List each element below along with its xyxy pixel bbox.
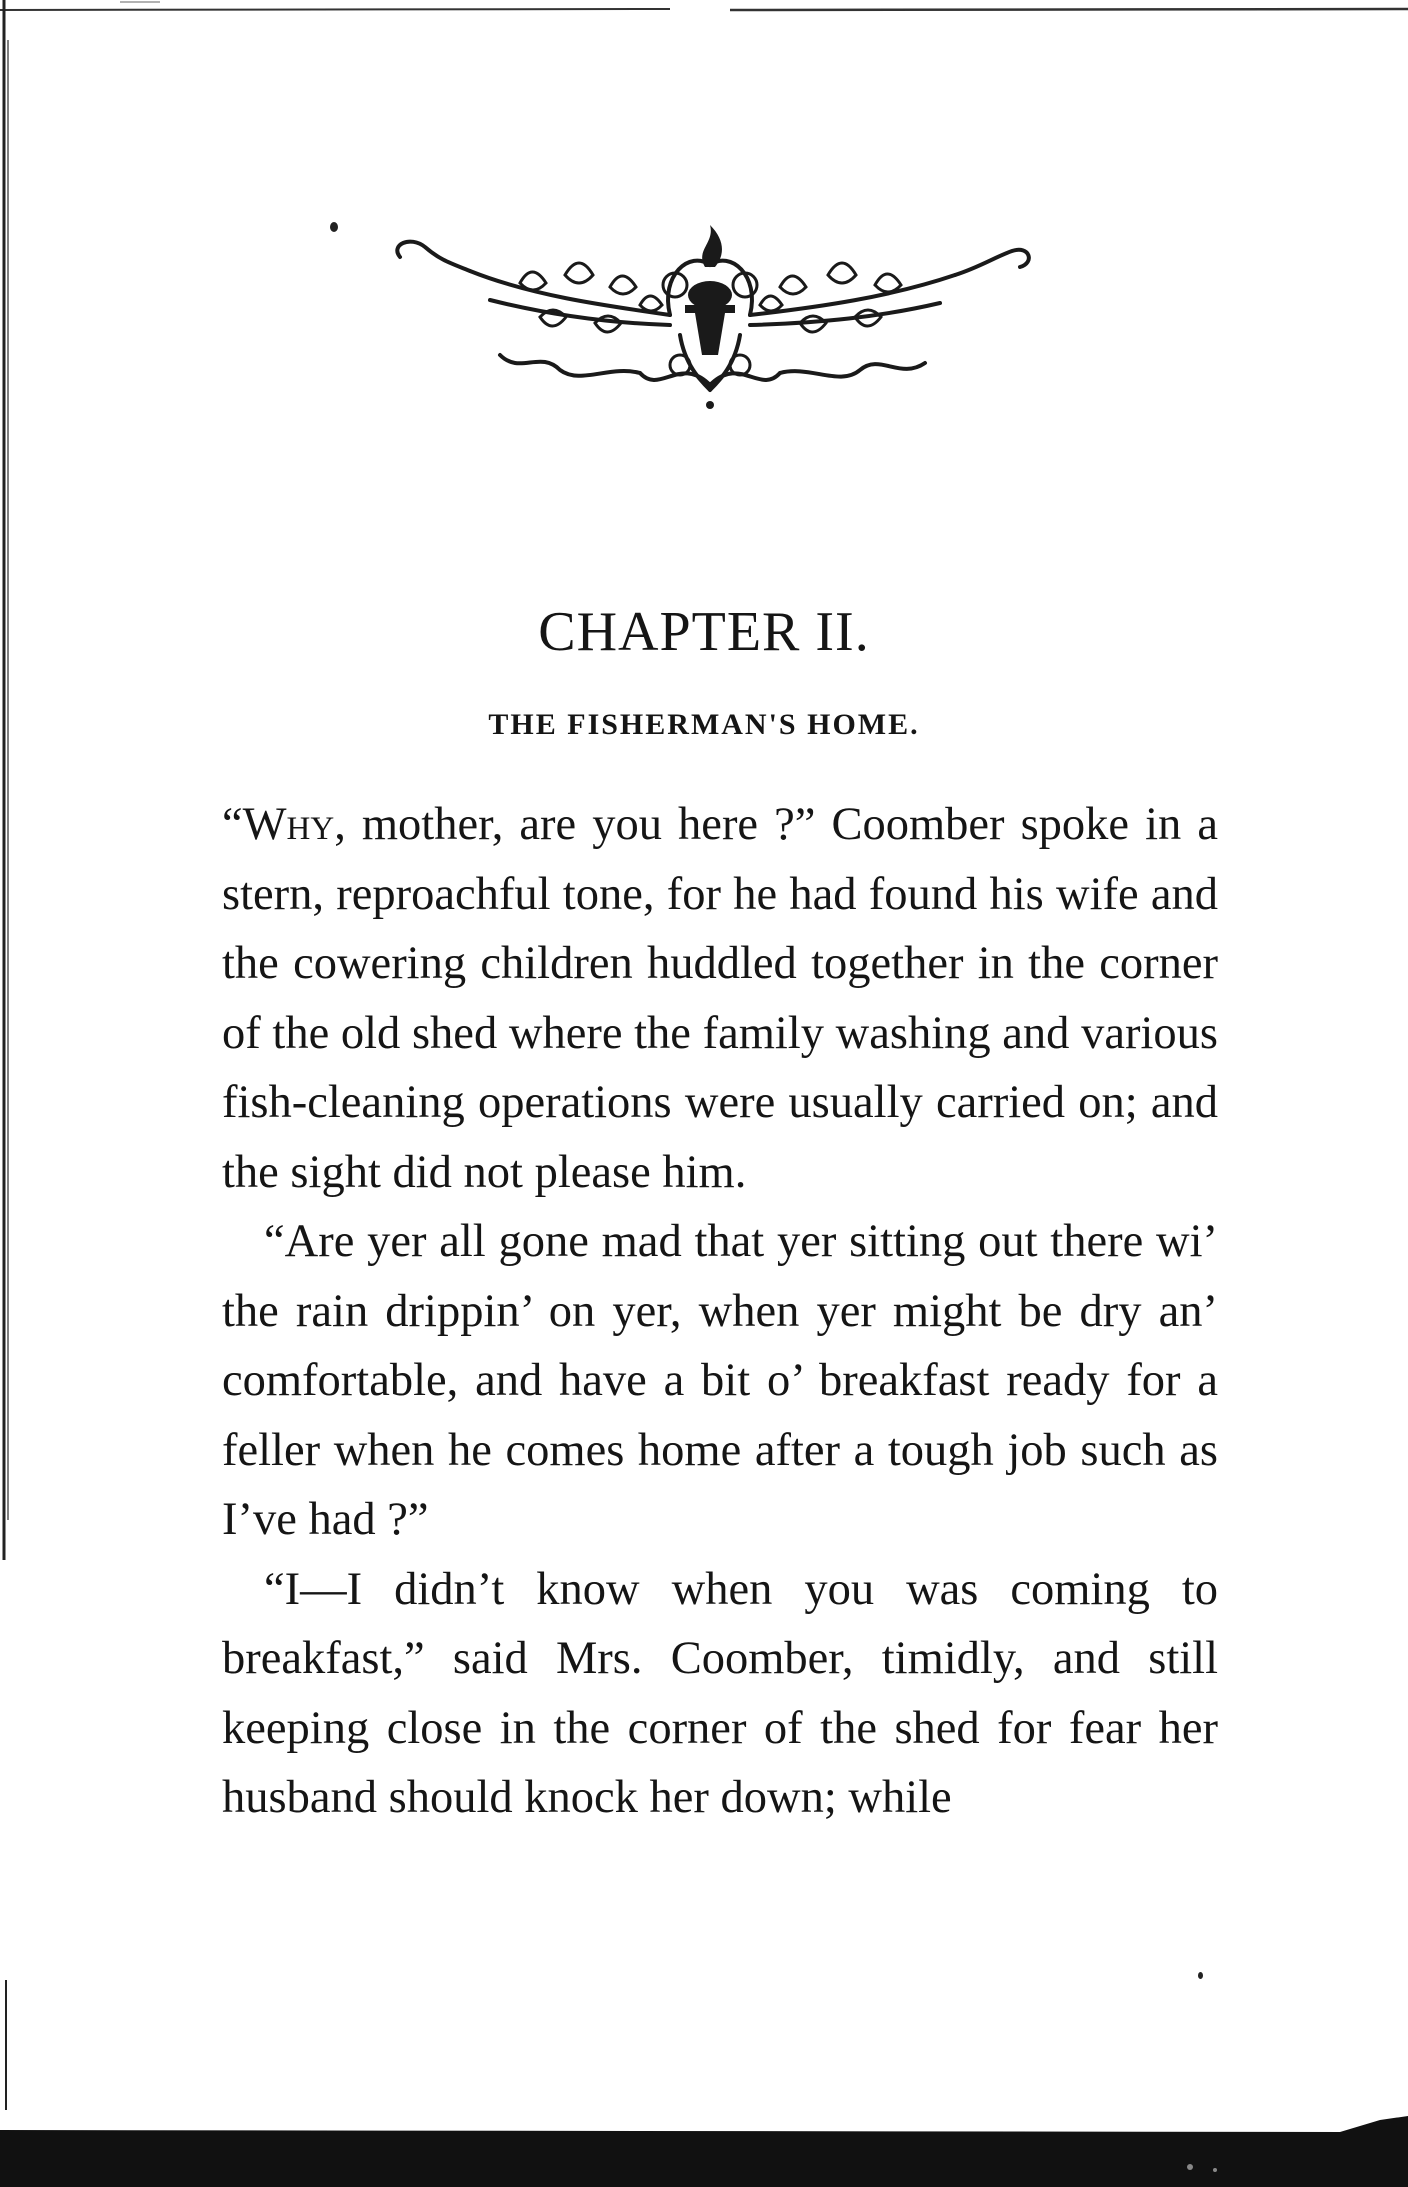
scan-speck xyxy=(330,222,338,232)
scan-speck xyxy=(1198,1972,1203,1979)
chapter-title: CHAPTER II. xyxy=(538,601,870,663)
opening-quote: “ xyxy=(222,799,243,850)
chapter-subtitle: THE FISHERMAN'S HOME. xyxy=(488,708,920,741)
paragraph: “I—I didn’t know when you was coming to breakfast,” said Mrs. Coomber, timidly, and still keeping close in the corner of the shed for fear her husband should knock her down; while xyxy=(222,1563,1218,1823)
bottom-edge-band xyxy=(0,2112,1408,2187)
floral-vignette-icon xyxy=(380,205,1040,425)
paragraph-text: , mother, are you here ?” Coomber spoke in a stern, reproachful tone, for he had found his wife and the cowering children huddled together in the corner of the old shed where the family washing and various fish-cleaning operations were usually carried on; and the sight did not please him. xyxy=(222,799,1218,1198)
chapter-body xyxy=(222,790,1218,1833)
left-edge-rule xyxy=(0,0,14,2187)
top-edge-rule xyxy=(0,0,1408,20)
paragraph: “Are yer all gone mad that yer sitting out there wi’ the rain drippin’ on yer, when yer might be dry an’ comfortable, and have a bit o’ breakfast ready for a feller when he comes home after a tough job such as I’ve had ?” xyxy=(222,1216,1218,1545)
paragraph xyxy=(222,790,1218,1207)
drop-word: Why xyxy=(242,799,335,850)
